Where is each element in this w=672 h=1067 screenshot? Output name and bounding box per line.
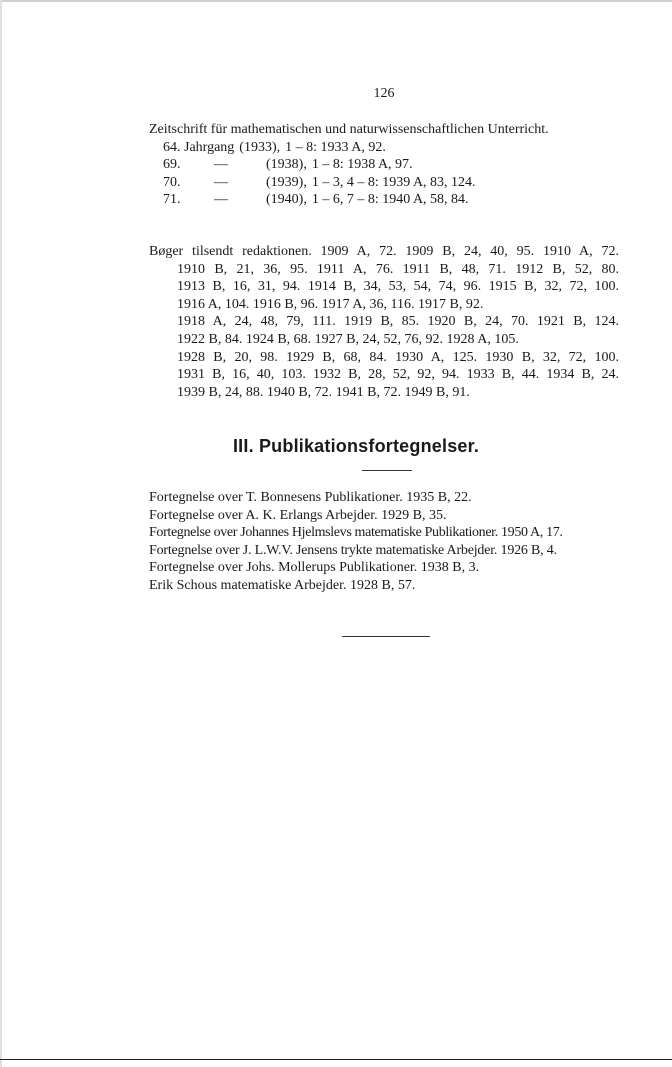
zeitschrift-volume: 70. [163,174,181,190]
zeitschrift-volume: 69. [163,157,181,173]
zeitschrift-heading: Zeitschrift für mathematischen und naturwissenschaftlichen Unterricht. [149,122,549,137]
section-title-rule [362,470,412,471]
zeitschrift-row [149,156,619,174]
boger-line: 1922 B, 84. 1924 B, 68. 1927 B, 24, 52, 76, 92. 1928 A, 105. [177,331,519,347]
publication-item: Fortegnelse over A. K. Erlangs Arbejder. 1929 B, 35. [149,507,447,523]
zeitschrift-detail: 1 – 6, 7 – 8: 1940 A, 58, 84. [311,192,469,208]
zeitschrift-year: (1933), [239,139,281,155]
boger-line: 1913 B, 16, 31, 94. 1914 B, 34, 53, 54, 74, 96. 1915 B, 32, 72, 100. [177,279,619,295]
publication-item: Fortegnelse over J. L.W.V. Jensens trykte matematiske Arbejder. 1926 B, 4. [149,542,557,558]
boger-line: 1916 A, 104. 1916 B, 96. 1917 A, 36, 116. 1917 B, 92. [177,296,484,312]
page-number: 126 [373,86,395,101]
zeitschrift-entry [149,121,619,209]
zeitschrift-year: (1939), [266,174,307,190]
scan-left-edge [0,0,2,1067]
publication-item: Erik Schous matematiske Arbejder. 1928 B, 57. [149,577,416,593]
publication-item: Fortegnelse over Johannes Hjelmslevs matematiske Publikationer. 1950 A, 17. [149,525,563,541]
boger-line: 1931 B, 16, 40, 103. 1932 B, 28, 52, 92, 94. 1933 B, 44. 1934 B, 24. [177,367,619,383]
boger-line: 1918 A, 24, 48, 79, 111. 1919 B, 85. 1920 B, 24, 70. 1921 B, 124. [177,314,619,330]
zeitschrift-volume: 71. [163,192,181,208]
boger-line: Bøger tilsendt redaktionen. 1909 A, 72. 1909 B, 24, 40, 95. 1910 A, 72. [149,244,619,259]
zeitschrift-detail: 1 – 3, 4 – 8: 1939 A, 83, 124. [311,174,476,190]
zeitschrift-dash: — [214,192,228,208]
scan-top-edge [0,0,672,2]
section-title: III. Publikationsfortegnelser. [232,436,480,456]
zeitschrift-row [149,191,619,209]
zeitschrift-detail: 1 – 8: 1938 A, 97. [311,157,413,173]
zeitschrift-volume: 64. Jahrgang [163,139,235,155]
boger-tilsendt-entry [149,243,619,401]
zeitschrift-year: (1938), [266,157,307,173]
end-rule [342,636,430,637]
zeitschrift-dash: — [214,174,228,190]
publication-item: Fortegnelse over T. Bonnesens Publikationer. 1935 B, 22. [149,490,472,505]
boger-line: 1939 B, 24, 88. 1940 B, 72. 1941 B, 72. 1949 B, 91. [177,384,470,400]
zeitschrift-row [149,139,619,157]
zeitschrift-year: (1940), [266,192,307,208]
publication-item: Fortegnelse over Johs. Mollerups Publikationer. 1938 B, 3. [149,560,480,576]
zeitschrift-dash: — [214,157,228,173]
publication-list [149,489,619,595]
scan-bottom-edge [0,1059,672,1060]
zeitschrift-row [149,174,619,192]
zeitschrift-detail: 1 – 8: 1933 A, 92. [285,139,386,155]
boger-line: 1928 B, 20, 98. 1929 B, 68, 84. 1930 A, 125. 1930 B, 32, 72, 100. [177,349,619,365]
boger-line: 1910 B, 21, 36, 95. 1911 A, 76. 1911 B, 48, 71. 1912 B, 52, 80. [177,261,619,277]
